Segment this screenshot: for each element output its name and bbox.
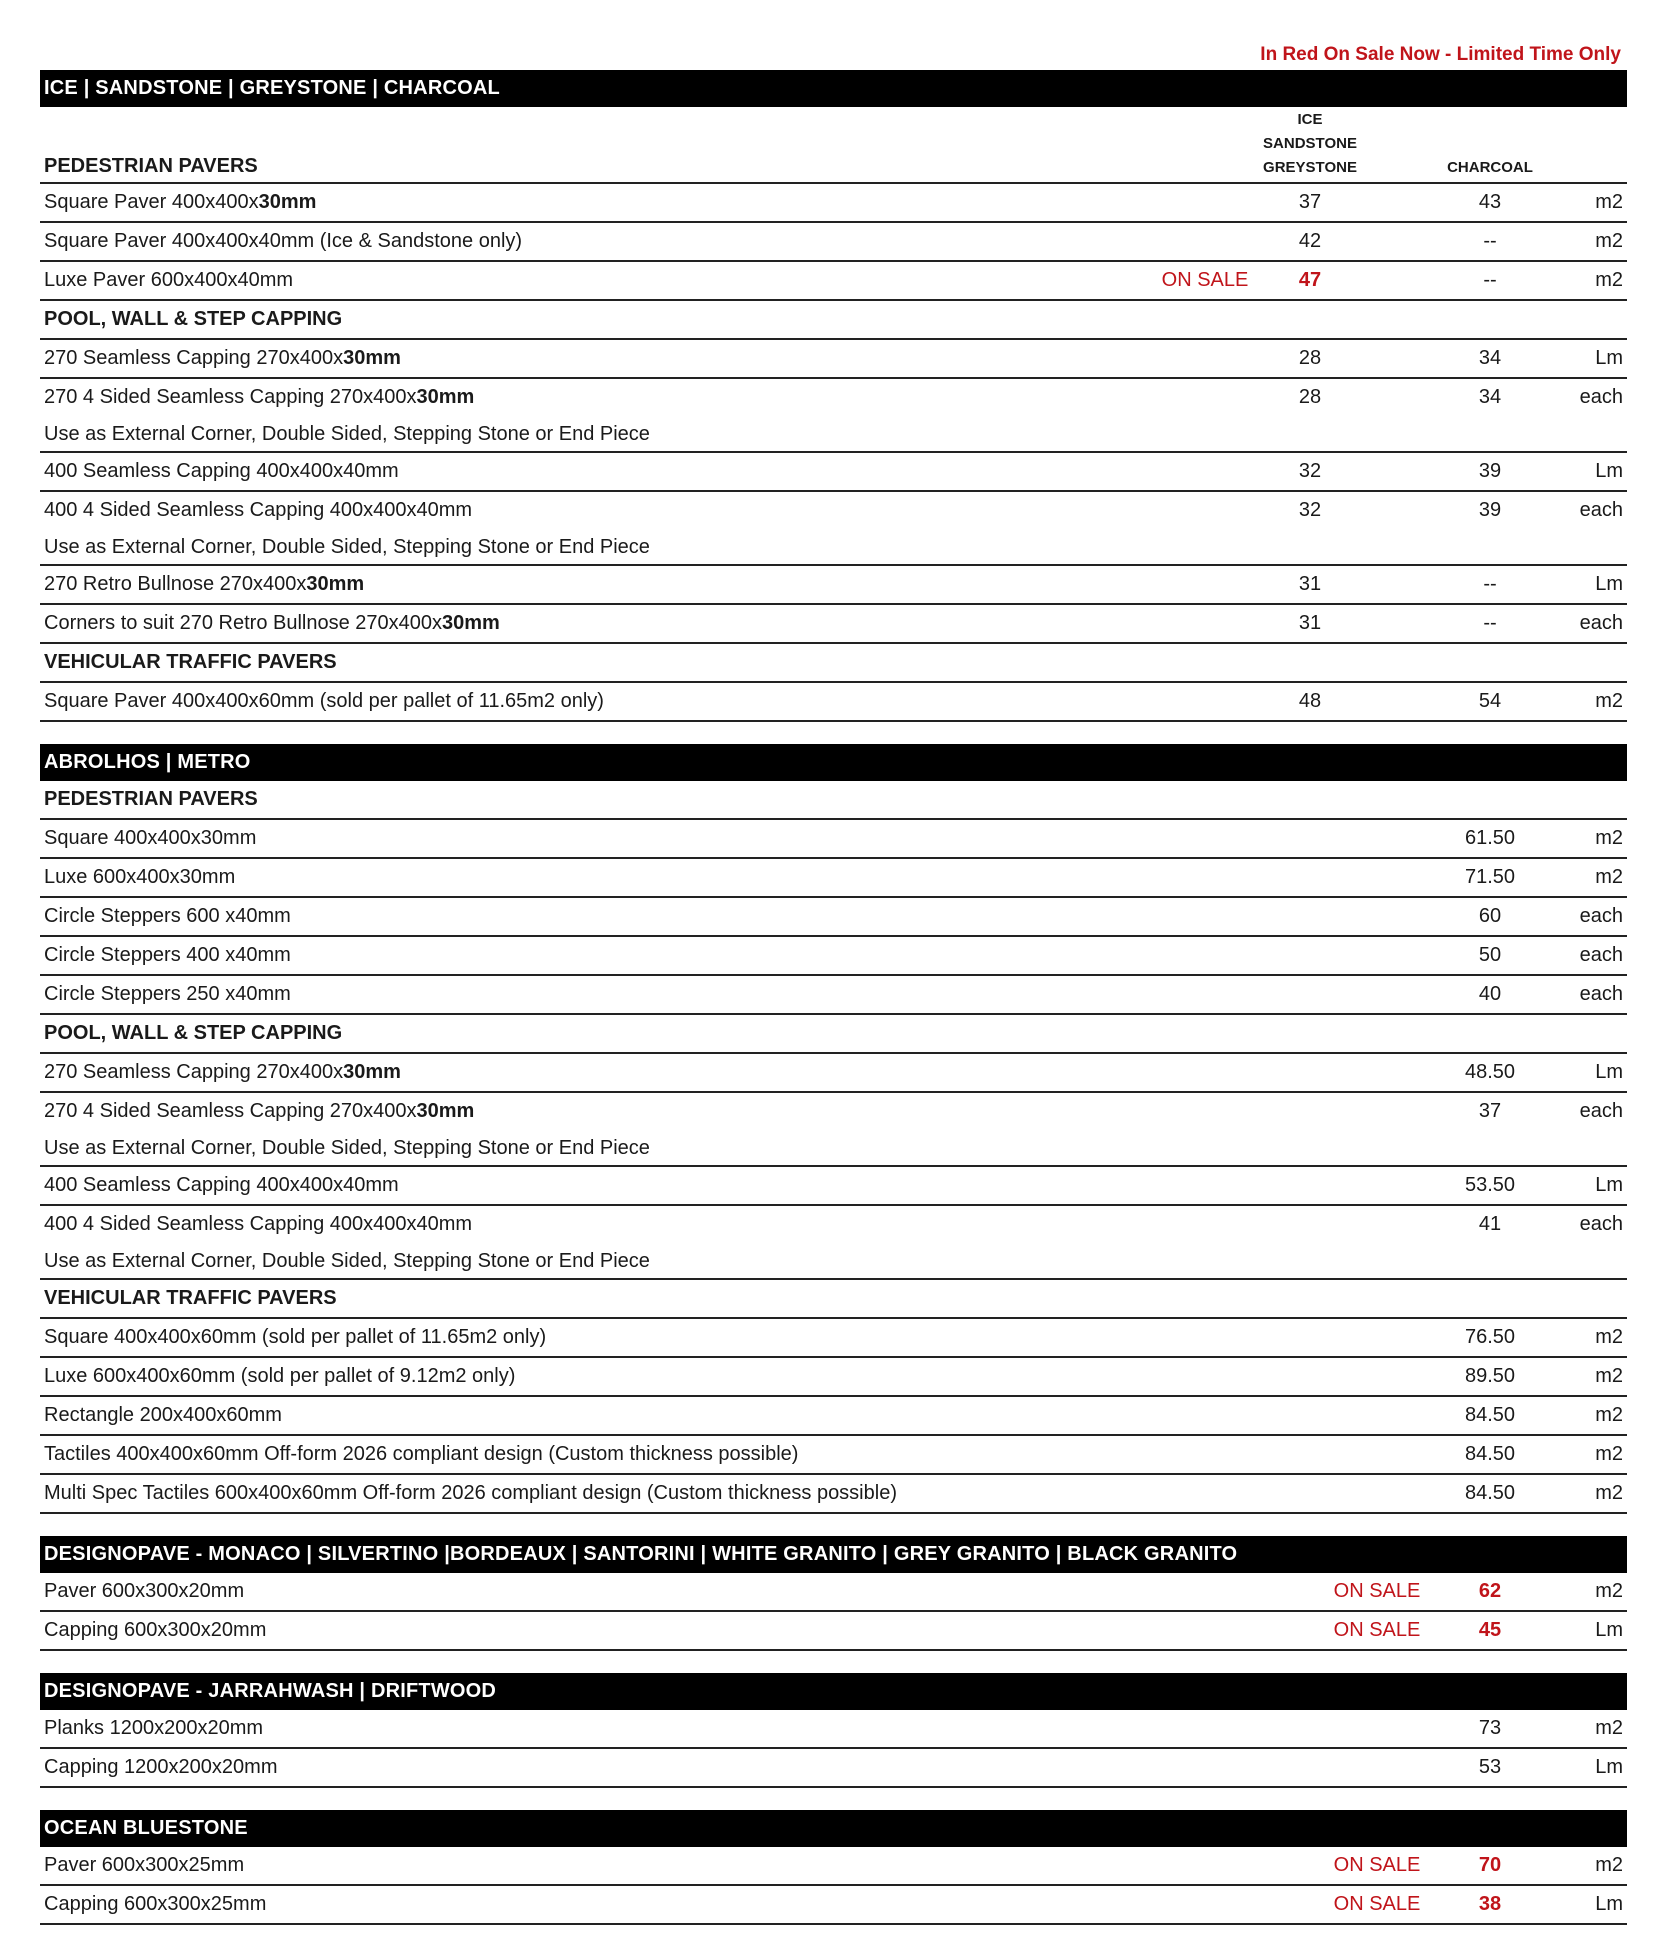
- product-name: Capping 600x300x25mm: [44, 1893, 267, 1915]
- unit: m2: [1595, 1326, 1623, 1348]
- table-row: [40, 820, 1627, 859]
- table-row: [40, 1749, 1627, 1788]
- price: 48.50: [1464, 1061, 1516, 1083]
- unit: each: [1579, 612, 1623, 634]
- product-name: [44, 340, 401, 377]
- price-col2: 34: [1478, 386, 1502, 408]
- table-row: [40, 453, 1627, 492]
- unit: each: [1579, 1100, 1623, 1122]
- table-row: [40, 379, 1627, 416]
- table-row: [40, 1886, 1627, 1925]
- product-name: Paver 600x300x25mm: [44, 1854, 245, 1876]
- unit: Lm: [1595, 460, 1623, 482]
- unit: each: [1579, 1213, 1623, 1235]
- price-col2: 39: [1478, 499, 1502, 521]
- price: 37: [1478, 1100, 1502, 1122]
- col-header-line: ICE: [1297, 111, 1323, 128]
- product-name: [44, 184, 316, 221]
- column-header-charcoal: CHARCOAL: [1447, 159, 1533, 176]
- product-name: 400 4 Sided Seamless Capping 400x400x40mm: [44, 499, 473, 521]
- price-col1: 28: [1298, 386, 1322, 408]
- name-bold: 30mm: [416, 1100, 475, 1122]
- table-row: [40, 859, 1627, 898]
- product-name: [44, 566, 364, 603]
- subhead-pool-capping: POOL, WALL & STEP CAPPING: [44, 308, 343, 330]
- col-header-line: SANDSTONE: [1263, 135, 1357, 152]
- table-row: [40, 1397, 1627, 1436]
- table-row: [40, 1573, 1627, 1612]
- table-row: [40, 1093, 1627, 1130]
- price-col2: 43: [1478, 191, 1502, 213]
- unit: Lm: [1595, 1061, 1623, 1083]
- table-row: [40, 1054, 1627, 1093]
- price-col2: --: [1483, 269, 1497, 291]
- product-name: Square 400x400x60mm (sold per pallet of 11.65m2 only): [44, 1326, 547, 1348]
- product-name: Capping 600x300x20mm: [44, 1619, 267, 1641]
- sale-price: 45: [1478, 1619, 1502, 1641]
- subhead-row: [40, 644, 1627, 683]
- unit: m2: [1595, 1443, 1623, 1465]
- table-row: [40, 1167, 1627, 1206]
- price: 53.50: [1464, 1174, 1516, 1196]
- on-sale-label: ON SALE: [1333, 1893, 1421, 1915]
- sale-price: 62: [1478, 1580, 1502, 1602]
- section-header-designopave-monaco: DESIGNOPAVE - MONACO | SILVERTINO |BORDEAUX | SANTORINI | WHITE GRANITO | GREY GRANITO | BLACK GRANITO: [40, 1536, 1627, 1573]
- table-row: [40, 898, 1627, 937]
- product-name: [44, 605, 500, 642]
- table-row: [40, 1847, 1627, 1886]
- column-header-row: [40, 107, 1627, 184]
- name-bold: 30mm: [416, 386, 475, 408]
- price-col1: 31: [1298, 573, 1322, 595]
- section-header-ocean-bluestone: OCEAN BLUESTONE: [40, 1810, 1627, 1847]
- table-row: [40, 262, 1627, 301]
- usage-note: Use as External Corner, Double Sided, Stepping Stone or End Piece: [44, 423, 650, 445]
- unit: Lm: [1595, 347, 1623, 369]
- name-text: Corners to suit 270 Retro Bullnose 270x400x: [44, 612, 443, 634]
- product-name: [44, 1093, 474, 1130]
- unit: Lm: [1595, 1756, 1623, 1778]
- price-col1: 28: [1298, 347, 1322, 369]
- subhead-row: [40, 1015, 1627, 1054]
- col-header-line: GREYSTONE: [1263, 159, 1357, 176]
- table-row: [40, 492, 1627, 529]
- product-name: Square Paver 400x400x40mm (Ice & Sandstone only): [44, 230, 523, 252]
- price-col2: --: [1483, 230, 1497, 252]
- product-name: Multi Spec Tactiles 600x400x60mm Off-form 2026 compliant design (Custom thickness possible): [44, 1482, 897, 1504]
- subhead-pedestrian-pavers: PEDESTRIAN PAVERS: [44, 788, 258, 810]
- unit: each: [1579, 905, 1623, 927]
- section-gap: [40, 1651, 1627, 1673]
- product-name: [44, 1054, 401, 1091]
- table-row: [40, 340, 1627, 379]
- note-row: [40, 529, 1627, 566]
- unit: m2: [1595, 1404, 1623, 1426]
- product-name: Square Paver 400x400x60mm (sold per pallet of 11.65m2 only): [44, 690, 604, 712]
- unit: each: [1579, 983, 1623, 1005]
- column-header-ice-sandstone-greystone: [1255, 108, 1365, 180]
- subhead-row: [40, 301, 1627, 340]
- price-col1: 37: [1298, 191, 1322, 213]
- unit: m2: [1595, 1717, 1623, 1739]
- section-gap: [40, 1788, 1627, 1810]
- on-sale-label: ON SALE: [1333, 1619, 1421, 1641]
- unit: m2: [1595, 827, 1623, 849]
- section-gap: [40, 722, 1627, 744]
- table-row: [40, 1612, 1627, 1651]
- price-list-page: [40, 40, 1627, 1925]
- on-sale-label: ON SALE: [1161, 269, 1249, 291]
- unit: Lm: [1595, 1893, 1623, 1915]
- name-bold: 30mm: [343, 1061, 401, 1083]
- product-name: Circle Steppers 600 x40mm: [44, 905, 291, 927]
- subhead-vehicular-pavers: VEHICULAR TRAFFIC PAVERS: [44, 1287, 337, 1309]
- price: 84.50: [1464, 1482, 1516, 1504]
- sale-price: 38: [1478, 1893, 1502, 1915]
- table-row: [40, 605, 1627, 644]
- price: 53: [1478, 1756, 1502, 1778]
- table-row: [40, 184, 1627, 223]
- price: 50: [1478, 944, 1502, 966]
- usage-note: Use as External Corner, Double Sided, Stepping Stone or End Piece: [44, 1250, 650, 1272]
- section-gap: [40, 1514, 1627, 1536]
- usage-note: Use as External Corner, Double Sided, Stepping Stone or End Piece: [44, 1137, 650, 1159]
- table-row: [40, 1710, 1627, 1749]
- table-row: [40, 566, 1627, 605]
- table-row: [40, 683, 1627, 722]
- price: 73: [1478, 1717, 1502, 1739]
- product-name: Rectangle 200x400x60mm: [44, 1404, 282, 1426]
- table-row: [40, 1358, 1627, 1397]
- subhead-pedestrian-pavers: PEDESTRIAN PAVERS: [44, 155, 258, 177]
- table-row: [40, 1436, 1627, 1475]
- product-name: Square 400x400x30mm: [44, 827, 257, 849]
- subhead-row: [40, 1280, 1627, 1319]
- name-bold: 30mm: [306, 573, 365, 595]
- name-text: Square Paver 400x400x: [44, 191, 259, 213]
- subhead-pool-capping: POOL, WALL & STEP CAPPING: [44, 1022, 343, 1044]
- product-name: Circle Steppers 400 x40mm: [44, 944, 291, 966]
- unit: m2: [1595, 230, 1623, 252]
- unit: m2: [1595, 191, 1623, 213]
- subhead-row: [40, 781, 1627, 820]
- unit: each: [1579, 944, 1623, 966]
- table-row: [40, 1206, 1627, 1243]
- product-name: [44, 379, 474, 416]
- price-col1: 48: [1298, 690, 1322, 712]
- unit: Lm: [1595, 573, 1623, 595]
- note-row: [40, 416, 1627, 453]
- unit: m2: [1595, 1854, 1623, 1876]
- sale-price: 70: [1478, 1854, 1502, 1876]
- section-header-abrolhos-metro: ABROLHOS | METRO: [40, 744, 1627, 781]
- section-header-designopave-jarrahwash: DESIGNOPAVE - JARRAHWASH | DRIFTWOOD: [40, 1673, 1627, 1710]
- price-col1: 31: [1298, 612, 1322, 634]
- price-col2: 39: [1478, 460, 1502, 482]
- price: 84.50: [1464, 1404, 1516, 1426]
- name-bold: 30mm: [343, 347, 401, 369]
- unit: m2: [1595, 1482, 1623, 1504]
- price-col2: 34: [1478, 347, 1502, 369]
- name-text: 270 4 Sided Seamless Capping 270x400x: [44, 1100, 417, 1122]
- table-row: [40, 1475, 1627, 1514]
- table-row: [40, 1319, 1627, 1358]
- unit: Lm: [1595, 1174, 1623, 1196]
- unit: m2: [1595, 1365, 1623, 1387]
- note-row: [40, 1243, 1627, 1280]
- product-name: Luxe Paver 600x400x40mm: [44, 269, 294, 291]
- price-col1: 32: [1298, 499, 1322, 521]
- price-col2: --: [1483, 612, 1497, 634]
- product-name: Paver 600x300x20mm: [44, 1580, 245, 1602]
- product-name: Circle Steppers 250 x40mm: [44, 983, 291, 1005]
- name-text: 270 Seamless Capping 270x400x: [44, 347, 344, 369]
- usage-note: Use as External Corner, Double Sided, Stepping Stone or End Piece: [44, 536, 650, 558]
- price: 84.50: [1464, 1443, 1516, 1465]
- price: 40: [1478, 983, 1502, 1005]
- price-col2: --: [1483, 573, 1497, 595]
- price: 60: [1478, 905, 1502, 927]
- price: 71.50: [1464, 866, 1516, 888]
- product-name: 400 Seamless Capping 400x400x40mm: [44, 1174, 399, 1196]
- promo-banner: In Red On Sale Now - Limited Time Only: [1260, 44, 1621, 65]
- table-row: [40, 976, 1627, 1015]
- product-name: 400 Seamless Capping 400x400x40mm: [44, 460, 399, 482]
- product-name: Tactiles 400x400x60mm Off-form 2026 compliant design (Custom thickness possible): [44, 1443, 799, 1465]
- price-col1: 42: [1298, 230, 1322, 252]
- product-name: Luxe 600x400x30mm: [44, 866, 236, 888]
- sale-price-col1: 47: [1298, 269, 1322, 291]
- unit: each: [1579, 499, 1623, 521]
- name-text: 270 Seamless Capping 270x400x: [44, 1061, 344, 1083]
- unit: m2: [1595, 690, 1623, 712]
- unit: Lm: [1595, 1619, 1623, 1641]
- price: 41: [1478, 1213, 1502, 1235]
- product-name: Capping 1200x200x20mm: [44, 1756, 278, 1778]
- price-col2: 54: [1478, 690, 1502, 712]
- name-bold: 30mm: [442, 612, 500, 634]
- unit: m2: [1595, 1580, 1623, 1602]
- name-text: 270 4 Sided Seamless Capping 270x400x: [44, 386, 417, 408]
- product-name: Planks 1200x200x20mm: [44, 1717, 264, 1739]
- product-name: 400 4 Sided Seamless Capping 400x400x40mm: [44, 1213, 473, 1235]
- name-text: 270 Retro Bullnose 270x400x: [44, 573, 307, 595]
- table-row: [40, 937, 1627, 976]
- product-name: Luxe 600x400x60mm (sold per pallet of 9.12m2 only): [44, 1365, 516, 1387]
- unit: m2: [1595, 866, 1623, 888]
- table-row: [40, 223, 1627, 262]
- note-row: [40, 1130, 1627, 1167]
- section-header-ice-sandstone: ICE | SANDSTONE | GREYSTONE | CHARCOAL: [40, 70, 1627, 107]
- on-sale-label: ON SALE: [1333, 1854, 1421, 1876]
- unit: each: [1579, 386, 1623, 408]
- unit: m2: [1595, 269, 1623, 291]
- subhead-vehicular-pavers: VEHICULAR TRAFFIC PAVERS: [44, 651, 337, 673]
- price: 89.50: [1464, 1365, 1516, 1387]
- price-col1: 32: [1298, 460, 1322, 482]
- name-bold: 30mm: [258, 191, 317, 213]
- on-sale-label: ON SALE: [1333, 1580, 1421, 1602]
- price: 76.50: [1464, 1326, 1516, 1348]
- price: 61.50: [1464, 827, 1516, 849]
